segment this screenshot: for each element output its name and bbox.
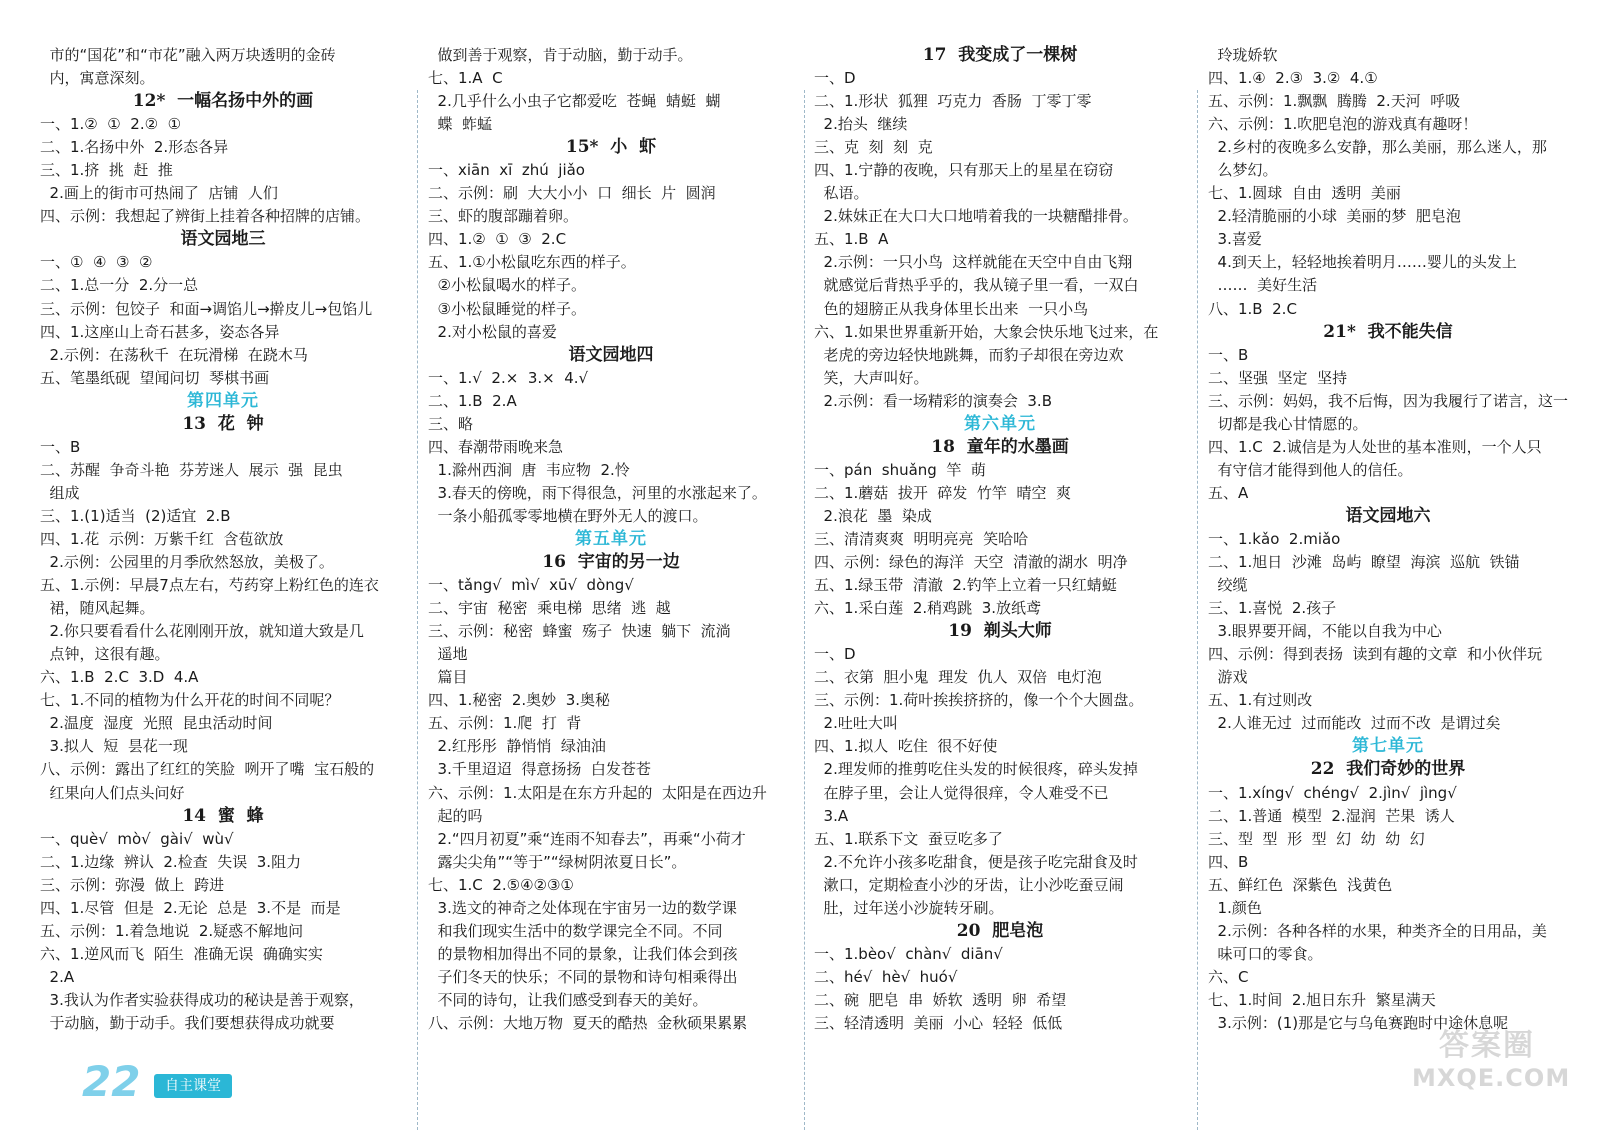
- column-4: [1208, 44, 1568, 1084]
- unit-heading: 第七单元: [1352, 736, 1424, 757]
- answer-line: 四、1.宁静的夜晚，只有那天上的星星在窃窃: [814, 161, 1114, 180]
- answer-line: 二、1.边缘 辨认 2.检查 失误 3.阻力: [40, 852, 302, 871]
- answer-line: 三、1.(1)适当 (2)适宜 2.B: [40, 506, 231, 525]
- answer-line: 蝶 蚱蜢: [428, 115, 493, 134]
- answer-line: 老虎的旁边轻快地跳舞，而豹子却很在旁边欢: [814, 345, 1124, 364]
- answer-line: 于动脑，勤于动手。我们要想获得成功就要: [40, 1013, 335, 1032]
- answer-line: 四、示例：绿色的海洋 天空 清澈的湖水 明净: [814, 553, 1128, 572]
- answer-line: 七、1.圆球 自由 透明 美丽: [1208, 184, 1401, 203]
- answer-line: 和我们现实生活中的数学课完全不同。不同: [428, 921, 723, 940]
- answer-line: 三、轻清透明 美丽 小心 轻轻 低低: [814, 1013, 1063, 1032]
- answer-line: 2.轻清脆丽的小球 美丽的梦 肥皂泡: [1208, 207, 1461, 226]
- column-divider: [1197, 90, 1198, 1130]
- column-divider: [804, 90, 805, 1130]
- answer-line: ③小松鼠睡觉的样子。: [428, 299, 586, 318]
- answer-line: 三、虾的腹部蹦着卵。: [428, 207, 579, 226]
- lesson-title: 语文园地三: [180, 229, 266, 250]
- answer-line: 在脖子里，会让人觉得很痒，令人难受不已: [814, 783, 1109, 802]
- answer-line: 2.不允许小孩多吃甜食，便是孩子吃完甜食及时: [814, 852, 1138, 871]
- answer-line: 四、示例：得到表扬 读到有趣的文章 和小伙伴玩: [1208, 645, 1543, 664]
- answer-line: 子们冬天的快乐；不同的景物和诗句相乘得出: [428, 967, 738, 986]
- answer-line: 五、1.①小松鼠吃东西的样子。: [428, 253, 636, 272]
- answer-line: 一、1.② ① 2.② ①: [40, 115, 182, 134]
- page-number: 22: [82, 1057, 141, 1106]
- answer-line: 三、示例：1.荷叶挨挨挤挤的，像一个个大圆盘。: [814, 691, 1144, 710]
- answer-line: 3.千里迢迢 得意扬扬 白发苍苍: [428, 760, 651, 779]
- answer-line: 3.眼界要开阔，不能以自我为中心: [1208, 622, 1442, 641]
- answer-line: 1.颜色: [1208, 898, 1262, 917]
- answer-line: 2.示例：各种各样的水果，种类齐全的日用品，美: [1208, 921, 1547, 940]
- answer-line: 四、示例：我想起了辨街上挂着各种招牌的店铺。: [40, 207, 371, 226]
- answer-line: 2.乡村的夜晚多么安静，那么美丽，那么迷人，那: [1208, 138, 1547, 157]
- answer-line: 的景物相加得出不同的景象，让我们体会到孩: [428, 944, 738, 963]
- answer-line: 五、1.示例：早晨7点左右，芍药穿上粉红色的连衣: [40, 576, 379, 595]
- answer-line: 四、1.尽管 但是 2.无论 总是 3.不是 而是: [40, 898, 341, 917]
- lesson-title: 21* 我不能失信: [1323, 321, 1453, 342]
- answer-line: 有守信才能得到他人的信任。: [1208, 460, 1413, 479]
- answer-line: 2.吐吐大叫: [814, 714, 898, 733]
- answer-line: 私语。: [814, 184, 869, 203]
- answer-line: 一、① ④ ③ ②: [40, 253, 153, 272]
- answer-line: ②小松鼠喝水的样子。: [428, 276, 586, 295]
- answer-line: 七、1.C 2.⑤④②③①: [428, 875, 574, 894]
- answer-line: 二、hé√ hè√ huó√: [814, 967, 958, 986]
- answer-line: 一、1.xíng√ chéng√ 2.jìn√ jìng√: [1208, 783, 1457, 802]
- answer-line: 组成: [40, 483, 80, 502]
- answer-line: 不同的诗句，让我们感受到春天的美好。: [428, 990, 708, 1009]
- answer-line: 一、1.kǎo 2.miǎo: [1208, 529, 1341, 548]
- answer-line: 二、1.旭日 沙滩 岛屿 瞭望 海滨 巡航 铁锚: [1208, 553, 1520, 572]
- watermark-text: 答案圈: [1439, 1028, 1535, 1063]
- answer-line: 四、1.这座山上奇石甚多，姿态各异: [40, 322, 280, 341]
- answer-line: 3.示例：(1)那是它与乌龟赛跑时中途休息呢: [1208, 1013, 1509, 1032]
- answer-line: 内，寓意深刻。: [40, 69, 155, 88]
- answer-line: 四、1.④ 2.③ 3.② 4.①: [1208, 69, 1378, 88]
- answer-line: 四、1.C 2.诚信是为人处世的基本准则，一个人只: [1208, 437, 1542, 456]
- answer-line: 三、示例：包饺子 和面→调馅儿→擀皮儿→包馅儿: [40, 299, 373, 318]
- answer-line: 3.选文的神奇之处体现在宇宙另一边的数学课: [428, 898, 737, 917]
- answer-line: 2.示例：一只小鸟 这样就能在天空中自由飞翔: [814, 253, 1133, 272]
- answer-line: 八、1.B 2.C: [1208, 299, 1297, 318]
- answer-line: 4.到天上，轻轻地挨着明月……婴儿的头发上: [1208, 253, 1517, 272]
- answer-line: 点钟，这很有趣。: [40, 645, 170, 664]
- answer-line: 二、1.名扬中外 2.形态各异: [40, 138, 229, 157]
- lesson-title: 16 宇宙的另一边: [542, 552, 680, 573]
- answer-line: 三、示例：弥漫 做上 跨进: [40, 875, 225, 894]
- answer-line: 篇目: [428, 668, 468, 687]
- answer-line: 露尖尖角”“等于”“绿树阴浓夏日长”。: [428, 852, 687, 871]
- answer-line: 三、型 型 形 型 幻 幼 幼 幻: [1208, 829, 1425, 848]
- answer-line: 五、示例：1.飘飘 腾腾 2.天河 呼吸: [1208, 92, 1461, 111]
- answer-line: 一、B: [40, 437, 81, 456]
- answer-line: 一条小船孤零零地横在野外无人的渡口。: [428, 506, 708, 525]
- answer-line: 八、示例：露出了红红的笑脸 咧开了嘴 宝石般的: [40, 760, 375, 779]
- lesson-title: 13 花 钟: [182, 413, 264, 434]
- answer-line: 味可口的零食。: [1208, 944, 1323, 963]
- answer-line: 2.示例：看一场精彩的演奏会 3.B: [814, 391, 1052, 410]
- answer-line: 六、1.如果世界重新开始，大象会快乐地飞过来，在: [814, 322, 1159, 341]
- answer-line: 绞缆: [1208, 576, 1248, 595]
- answer-line: 六、示例：1.太阳是在东方升起的 太阳是在西边升: [428, 783, 767, 802]
- watermark-url: MXQE.COM: [1412, 1064, 1571, 1092]
- answer-line: 四、1.拟人 吃住 很不好使: [814, 737, 998, 756]
- answer-line: 四、1.秘密 2.奥妙 3.奥秘: [428, 691, 611, 710]
- answer-line: 一、pán shuǎng 竿 萌: [814, 460, 986, 479]
- answer-line: 五、1.B A: [814, 230, 889, 249]
- answer-line: 游戏: [1208, 668, 1248, 687]
- answer-line: 做到善于观察，肯于动脑，勤于动手。: [428, 46, 693, 64]
- answer-line: 2.你只要看看什么花刚刚开放，就知道大致是几: [40, 622, 364, 641]
- answer-line: 3.我认为作者实验获得成功的秘诀是善于观察，: [40, 990, 364, 1009]
- answer-line: 就感觉后背热乎乎的，我从镜子里一看，一双白: [814, 276, 1139, 295]
- answer-line: 2.红彤彤 静悄悄 绿油油: [428, 737, 606, 756]
- answer-line: 五、1.有过则改: [1208, 691, 1313, 710]
- answer-line: 七、1.不同的植物为什么开花的时间不同呢？: [40, 691, 340, 710]
- answer-line: 2.画上的街市可热闹了 店铺 人们: [40, 184, 278, 203]
- answer-line: 八、示例：大地万物 夏天的酷热 金秋硕果累累: [428, 1013, 748, 1032]
- answer-line: 七、1.A C: [428, 69, 503, 88]
- lesson-title: 12* 一幅名扬中外的画: [132, 91, 314, 112]
- answer-line: 六、示例：1.吹肥皂泡的游戏真有趣呀！: [1208, 115, 1478, 134]
- answer-line: 3.拟人 短 昙花一现: [40, 737, 188, 756]
- answer-line: 一、D: [814, 645, 856, 664]
- answer-line: 漱口，定期检查小沙的牙齿，让小沙吃蚕豆闹: [814, 875, 1124, 894]
- answer-line: 六、1.采白莲 2.稍鸡跳 3.放纸鸢: [814, 599, 1042, 618]
- answer-line: 二、宇宙 秘密 乘电梯 思绪 逃 越: [428, 599, 671, 618]
- lesson-title: 19 剃头大师: [948, 621, 1052, 642]
- answer-line: 二、1.普通 模型 2.湿润 芒果 诱人: [1208, 806, 1455, 825]
- answer-line: 2.浪花 墨 染成: [814, 506, 932, 525]
- answer-line: 二、1.总一分 2.分一总: [40, 276, 199, 295]
- answer-line: 一、tǎng√ mì√ xū√ dòng√: [428, 576, 634, 595]
- column-3: [814, 44, 1186, 1084]
- answer-line: 七、1.时间 2.旭日东升 繁星满天: [1208, 990, 1436, 1009]
- lesson-title: 14 蜜 蜂: [182, 805, 264, 826]
- answer-line: 切都是我心甘情愿的。: [1208, 414, 1368, 433]
- lesson-title: 语文园地六: [1345, 505, 1431, 526]
- answer-line: 三、示例：秘密 蜂蜜 殇子 快速 躺下 流淌: [428, 622, 731, 641]
- answer-line: 2.抬头 继续: [814, 115, 908, 134]
- answer-line: 二、碗 肥皂 串 娇软 透明 卵 希望: [814, 990, 1067, 1009]
- answer-line: 二、1.蘑菇 拔开 碎发 竹竿 晴空 爽: [814, 483, 1071, 502]
- answer-line: 2.妹妹正在大口大口地啃着我的一块糖醋排骨。: [814, 207, 1138, 226]
- series-badge: 自主课堂: [154, 1074, 232, 1098]
- answer-line: 裙，随风起舞。: [40, 599, 155, 618]
- answer-line: 2.示例：公园里的月季欣然怒放，美极了。: [40, 553, 334, 572]
- answer-line: 3.春天的傍晚，雨下得很急，河里的水涨起来了。: [428, 483, 767, 502]
- answer-line: 笑，大声叫好。: [814, 368, 929, 387]
- answer-line: 三、略: [428, 414, 474, 433]
- watermark-logo: [1412, 1020, 1571, 1116]
- answer-line: 三、1.喜悦 2.孩子: [1208, 599, 1337, 618]
- answer-line: 一、B: [1208, 345, 1249, 364]
- answer-line: 四、B: [1208, 852, 1249, 871]
- answer-line: 五、笔墨纸砚 望闻问切 琴棋书画: [40, 368, 270, 387]
- answer-line: 三、1.挤 挑 赶 推: [40, 161, 173, 180]
- answer-line: 六、1.逆风而飞 陌生 准确无误 确确实实: [40, 944, 323, 963]
- answer-line: 六、1.B 2.C 3.D 4.A: [40, 668, 199, 687]
- answer-line: 2.示例：在荡秋千 在玩滑梯 在跷木马: [40, 345, 308, 364]
- answer-line: 红果向人们点头问好: [40, 783, 185, 802]
- answer-line: 2.几乎什么小虫子它都爱吃 苍蝇 蜻蜓 蝴: [428, 92, 721, 111]
- lesson-title: 15* 小 虾: [565, 137, 657, 158]
- lesson-title: 20 肥皂泡: [956, 920, 1044, 941]
- answer-line: 五、鲜红色 深紫色 浅黄色: [1208, 875, 1393, 894]
- answer-line: 2.A: [40, 967, 75, 986]
- answer-line: 三、清清爽爽 明明亮亮 笑哈哈: [814, 529, 1029, 548]
- answer-line: 2.人谁无过 过而能改 过而不改 是谓过矣: [1208, 714, 1501, 733]
- answer-line: 二、坚强 坚定 坚持: [1208, 368, 1348, 387]
- column-1: [40, 44, 406, 1084]
- answer-line: 肚，过年送小沙旋转牙刷。: [814, 898, 1004, 917]
- answer-page: [40, 44, 1570, 1084]
- answer-line: 2.温度 湿度 光照 昆虫活动时间: [40, 714, 273, 733]
- answer-line: 2.“四月初夏”乘“连雨不知春去”，再乘“小荷才: [428, 829, 746, 848]
- unit-heading: 第四单元: [187, 390, 259, 411]
- answer-line: 二、1.形状 狐狸 巧克力 香肠 丁零丁零: [814, 92, 1092, 111]
- lesson-title: 22 我们奇妙的世界: [1310, 759, 1466, 780]
- answer-line: …… 美好生活: [1208, 276, 1318, 295]
- answer-line: 一、1.√ 2.× 3.× 4.√: [428, 368, 589, 387]
- answer-line: 2.理发师的推剪吃住头发的时候很疼，碎头发掉: [814, 760, 1138, 779]
- answer-line: 3.A: [814, 806, 849, 825]
- answer-line: 1.滁州西涧 唐 韦应物 2.怜: [428, 460, 630, 479]
- answer-line: 3.喜爱: [1208, 230, 1262, 249]
- lesson-title: 18 童年的水墨画: [931, 436, 1069, 457]
- column-2: [428, 44, 794, 1084]
- answer-line: 一、xiān xī zhú jiǎo: [428, 161, 585, 180]
- answer-line: 市的“国花”和“市花”融入两万块透明的金砖: [40, 46, 336, 64]
- answer-line: 五、1.绿玉带 清澈 2.钓竿上立着一只红蜻蜓: [814, 576, 1117, 595]
- answer-line: 五、A: [1208, 483, 1249, 502]
- unit-heading: 第五单元: [575, 528, 647, 549]
- answer-line: 二、示例：刷 大大小小 口 细长 片 圆润: [428, 184, 716, 203]
- answer-line: 玲珑娇软: [1208, 46, 1278, 64]
- answer-line: 一、D: [814, 69, 856, 88]
- answer-line: 六、C: [1208, 967, 1249, 986]
- answer-line: 五、示例：1.着急地说 2.疑惑不解地问: [40, 921, 304, 940]
- answer-line: 五、示例：1.爬 打 背: [428, 714, 582, 733]
- column-divider: [417, 90, 418, 1130]
- answer-line: 起的吗: [428, 806, 483, 825]
- unit-heading: 第六单元: [964, 413, 1036, 434]
- lesson-title: 17 我变成了一棵树: [922, 45, 1078, 65]
- answer-line: 三、克 刻 刻 克: [814, 138, 933, 157]
- answer-line: 三、示例：妈妈，我不后悔，因为我履行了诺言，这一: [1208, 391, 1568, 410]
- answer-line: 五、1.联系下文 蚕豆吃多了: [814, 829, 1003, 848]
- answer-line: 2.对小松鼠的喜爱: [428, 322, 557, 341]
- answer-line: 四、1.花 示例：万紫千红 含苞欲放: [40, 529, 284, 548]
- answer-line: 二、1.B 2.A: [428, 391, 517, 410]
- answer-line: 四、春潮带雨晚来急: [428, 437, 564, 456]
- answer-line: 二、衣第 胆小鬼 理发 仇人 双倍 电灯泡: [814, 668, 1102, 687]
- answer-line: 四、1.② ① ③ 2.C: [428, 230, 567, 249]
- answer-line: 二、苏醒 争奇斗艳 芬芳迷人 展示 强 昆虫: [40, 460, 343, 479]
- lesson-title: 语文园地四: [568, 344, 654, 365]
- answer-line: 么梦幻。: [1208, 161, 1278, 180]
- answer-line: 色的翅膀正从我身体里长出来 一只小鸟: [814, 299, 1089, 318]
- answer-line: 一、1.bèo√ chàn√ diān√: [814, 944, 1003, 963]
- answer-line: 一、què√ mò√ gài√ wù√: [40, 829, 234, 848]
- answer-line: 遥地: [428, 645, 468, 664]
